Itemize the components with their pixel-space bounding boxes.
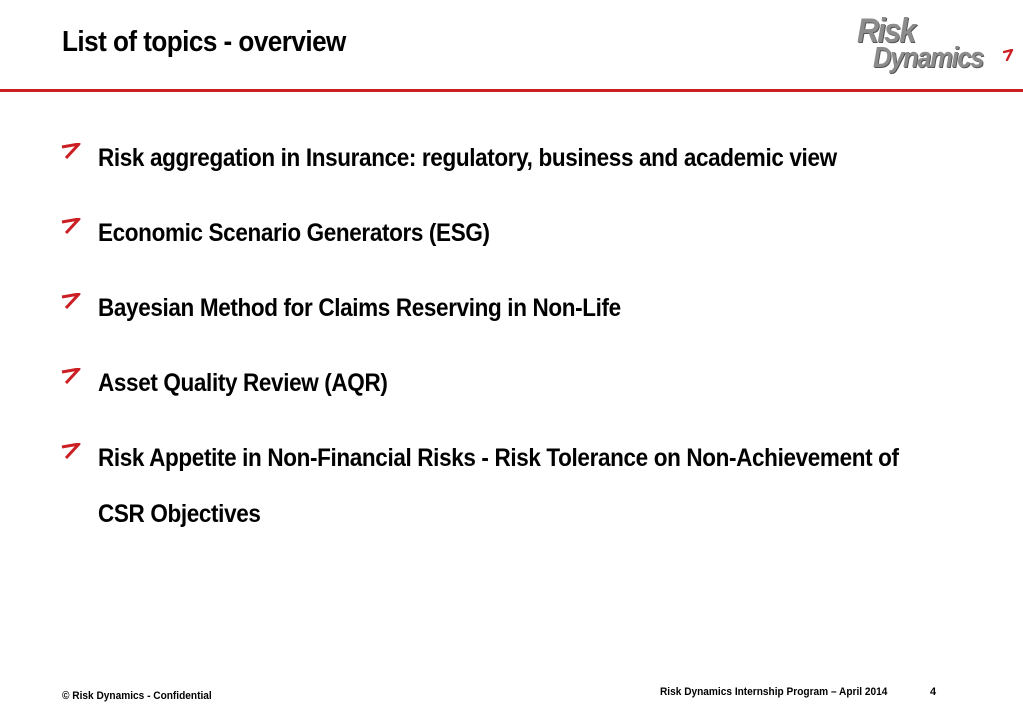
title-divider xyxy=(0,89,1023,92)
topic-text: Asset Quality Review (AQR) xyxy=(98,369,388,397)
slide-title: List of topics - overview xyxy=(62,26,346,58)
red-chevron-arrow-icon xyxy=(60,368,82,384)
topic-text: Risk aggregation in Insurance: regulatory, business and academic view xyxy=(98,144,837,172)
page-number: 4 xyxy=(930,686,937,698)
footer-program: Risk Dynamics Internship Program – April 2014 xyxy=(660,686,888,698)
red-chevron-arrow-icon xyxy=(60,293,82,309)
topic-text: Risk Appetite in Non-Financial Risks - Risk Tolerance on Non-Achievement of CSR Objectives xyxy=(98,444,899,528)
topic-item xyxy=(58,205,958,261)
topic-list xyxy=(58,130,958,561)
red-chevron-arrow-icon xyxy=(60,218,82,234)
logo-arrow-icon xyxy=(1003,49,1015,61)
logo-text-dynamics: Dynamics xyxy=(873,42,984,74)
topic-item xyxy=(58,430,958,542)
topic-item xyxy=(58,355,958,411)
footer-copyright: © Risk Dynamics - Confidential xyxy=(62,690,212,702)
topic-item xyxy=(58,130,958,186)
topic-text: Economic Scenario Generators (ESG) xyxy=(98,219,490,247)
red-chevron-arrow-icon xyxy=(60,443,82,459)
topic-item xyxy=(58,280,958,336)
topic-text: Bayesian Method for Claims Reserving in Non-Life xyxy=(98,294,621,322)
red-chevron-arrow-icon xyxy=(60,143,82,159)
logo-text-risk: Risk xyxy=(857,12,915,50)
risk-dynamics-logo xyxy=(855,12,1015,82)
